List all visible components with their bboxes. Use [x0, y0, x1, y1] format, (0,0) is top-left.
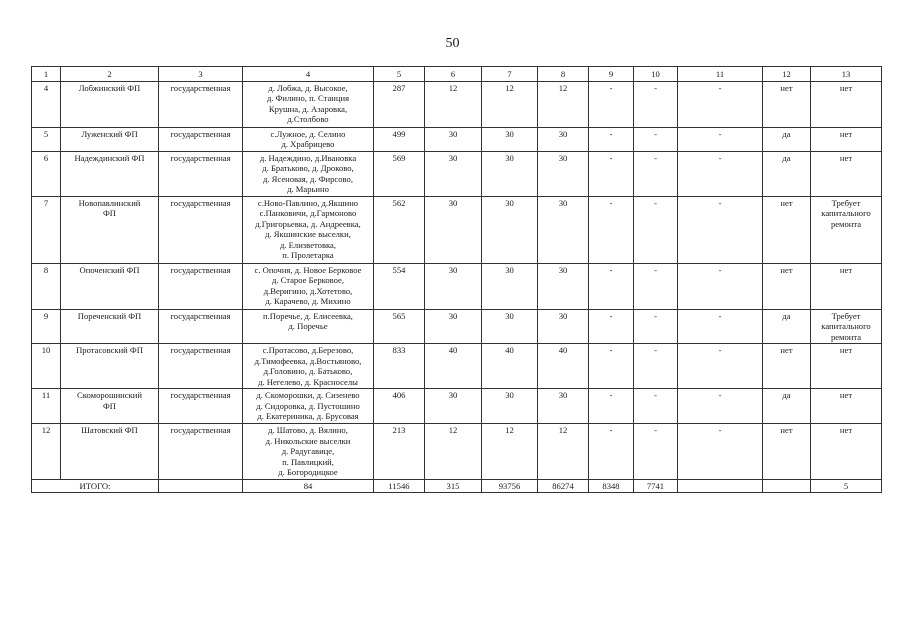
- value-cell: 12: [482, 424, 538, 479]
- status-cell: да: [763, 128, 811, 152]
- value-cell: 12: [425, 82, 482, 128]
- status-cell: да: [763, 151, 811, 196]
- row-number-cell: 12: [32, 424, 61, 479]
- table-row: [32, 389, 882, 424]
- settlements-cell: д. Шатово, д. Вялино, д. Никольские выселки д. Радугавице, п. Павлицкий, д. Богородицкое: [243, 424, 374, 479]
- ownership-cell: государственная: [159, 309, 243, 343]
- value-cell: 30: [482, 196, 538, 263]
- value-cell: -: [678, 309, 763, 343]
- row-number-cell: 11: [32, 389, 61, 424]
- facility-name-cell: Шатовский ФП: [61, 424, 159, 479]
- value-cell: -: [634, 389, 678, 424]
- condition-cell: нет: [811, 389, 882, 424]
- value-cell: -: [589, 309, 634, 343]
- facility-name-cell: Луженский ФП: [61, 128, 159, 152]
- row-number-cell: 6: [32, 151, 61, 196]
- value-cell: 30: [482, 151, 538, 196]
- value-cell: 12: [538, 82, 589, 128]
- row-number-cell: 8: [32, 263, 61, 309]
- table-row: [32, 151, 882, 196]
- value-cell: 12: [538, 424, 589, 479]
- value-cell: 833: [374, 344, 425, 389]
- settlements-cell: с.Лужное, д. Селино д. Храбрицево: [243, 128, 374, 152]
- ownership-cell: государственная: [159, 389, 243, 424]
- table-row: [32, 424, 882, 479]
- value-cell: -: [589, 128, 634, 152]
- settlements-cell: д. Надеждино, д.Ивановка д. Братьково, д. Дроково, д. Ясеновая, д. Фирсово, д. Марьино: [243, 151, 374, 196]
- status-cell: да: [763, 389, 811, 424]
- value-cell: -: [634, 151, 678, 196]
- row-number-cell: 9: [32, 309, 61, 343]
- facility-name-cell: Новопавлинский ФП: [61, 196, 159, 263]
- value-cell: -: [589, 424, 634, 479]
- header-cell: 4: [243, 67, 374, 82]
- header-cell: 8: [538, 67, 589, 82]
- condition-cell: нет: [811, 424, 882, 479]
- value-cell: 30: [425, 263, 482, 309]
- value-cell: -: [678, 424, 763, 479]
- ownership-cell: государственная: [159, 196, 243, 263]
- settlements-cell: д. Скоморошки, д. Сизенево д. Сидоровка, д. Пустошино д. Екатериника, д. Брусовая: [243, 389, 374, 424]
- value-cell: -: [678, 128, 763, 152]
- value-cell: 30: [425, 389, 482, 424]
- header-cell: 7: [482, 67, 538, 82]
- value-cell: 554: [374, 263, 425, 309]
- row-number-cell: 7: [32, 196, 61, 263]
- status-cell: да: [763, 309, 811, 343]
- total-row: [32, 479, 882, 492]
- settlements-cell: с.Протасово, д.Березово, д.Тимофеевка, д.Востьяново, д.Головино, д. Батьково, д. Негелево, д. Красноселы: [243, 344, 374, 389]
- value-cell: -: [634, 263, 678, 309]
- condition-cell: Требует капитального ремонта: [811, 309, 882, 343]
- value-cell: -: [678, 151, 763, 196]
- value-cell: 12: [482, 82, 538, 128]
- total-cell: 315: [425, 479, 482, 492]
- value-cell: -: [634, 309, 678, 343]
- facility-name-cell: Пореченский ФП: [61, 309, 159, 343]
- value-cell: -: [589, 344, 634, 389]
- facility-name-cell: Опоченский ФП: [61, 263, 159, 309]
- condition-cell: нет: [811, 128, 882, 152]
- facility-name-cell: Лобжинский ФП: [61, 82, 159, 128]
- header-cell: 6: [425, 67, 482, 82]
- value-cell: 12: [425, 424, 482, 479]
- total-cell: 84: [243, 479, 374, 492]
- value-cell: 30: [538, 151, 589, 196]
- value-cell: -: [634, 424, 678, 479]
- value-cell: -: [678, 389, 763, 424]
- header-cell: 1: [32, 67, 61, 82]
- total-cell: 11546: [374, 479, 425, 492]
- table-row: [32, 344, 882, 389]
- facility-name-cell: Протасовский ФП: [61, 344, 159, 389]
- table-row: [32, 263, 882, 309]
- facility-name-cell: Скоморошинский ФП: [61, 389, 159, 424]
- value-cell: 565: [374, 309, 425, 343]
- value-cell: 30: [538, 196, 589, 263]
- header-cell: 11: [678, 67, 763, 82]
- value-cell: 30: [425, 128, 482, 152]
- total-cell: 93756: [482, 479, 538, 492]
- value-cell: 40: [482, 344, 538, 389]
- header-cell: 13: [811, 67, 882, 82]
- header-cell: 9: [589, 67, 634, 82]
- settlements-cell: с. Опочня, д. Новое Берковое д. Старое Берковое, д.Веригино, д.Хотетово, д. Карачево, д. Михино: [243, 263, 374, 309]
- header-cell: 5: [374, 67, 425, 82]
- condition-cell: Требует капитального ремонта: [811, 196, 882, 263]
- value-cell: -: [634, 82, 678, 128]
- ownership-cell: государственная: [159, 263, 243, 309]
- total-cell: [678, 479, 763, 492]
- condition-cell: нет: [811, 82, 882, 128]
- header-cell: 2: [61, 67, 159, 82]
- total-cell: 7741: [634, 479, 678, 492]
- value-cell: 213: [374, 424, 425, 479]
- status-cell: нет: [763, 82, 811, 128]
- settlements-cell: п.Поречье, д. Елисеевка, д. Поречье: [243, 309, 374, 343]
- total-cell: 86274: [538, 479, 589, 492]
- status-cell: нет: [763, 263, 811, 309]
- row-number-cell: 10: [32, 344, 61, 389]
- value-cell: 569: [374, 151, 425, 196]
- empty-cell: [159, 479, 243, 492]
- status-cell: нет: [763, 424, 811, 479]
- value-cell: 30: [538, 263, 589, 309]
- ownership-cell: государственная: [159, 128, 243, 152]
- header-cell: 10: [634, 67, 678, 82]
- value-cell: 30: [538, 309, 589, 343]
- row-number-cell: 5: [32, 128, 61, 152]
- value-cell: 30: [538, 128, 589, 152]
- value-cell: -: [589, 82, 634, 128]
- value-cell: 406: [374, 389, 425, 424]
- header-cell: 3: [159, 67, 243, 82]
- value-cell: 30: [482, 263, 538, 309]
- ownership-cell: государственная: [159, 344, 243, 389]
- ownership-cell: государственная: [159, 82, 243, 128]
- settlements-cell: д. Лобжа, д. Высокое, д. Филино, п. Станция Крушна, д. Азаровка, д.Столбово: [243, 82, 374, 128]
- table-row: [32, 82, 882, 128]
- total-cell: 5: [811, 479, 882, 492]
- facility-name-cell: Надеждинский ФП: [61, 151, 159, 196]
- value-cell: 40: [425, 344, 482, 389]
- value-cell: -: [589, 389, 634, 424]
- settlements-cell: с.Ново-Павлино, д.Якшино с.Панковичи, д.Гармоново д.Григорьевка, д. Андреевка, д. Якшинские выселки, д. Елизветовка, п. Пролетарка: [243, 196, 374, 263]
- table-row: [32, 128, 882, 152]
- total-label-cell: ИТОГО:: [32, 479, 159, 492]
- value-cell: -: [589, 263, 634, 309]
- condition-cell: нет: [811, 263, 882, 309]
- total-cell: 8348: [589, 479, 634, 492]
- value-cell: 499: [374, 128, 425, 152]
- page-number: 50: [445, 36, 460, 51]
- header-row: [32, 67, 882, 82]
- value-cell: -: [589, 196, 634, 263]
- ownership-cell: государственная: [159, 151, 243, 196]
- status-cell: нет: [763, 344, 811, 389]
- value-cell: 562: [374, 196, 425, 263]
- data-table: [31, 66, 882, 493]
- value-cell: -: [634, 196, 678, 263]
- total-cell: [763, 479, 811, 492]
- condition-cell: нет: [811, 151, 882, 196]
- value-cell: -: [678, 344, 763, 389]
- value-cell: 30: [482, 389, 538, 424]
- value-cell: 287: [374, 82, 425, 128]
- value-cell: -: [589, 151, 634, 196]
- row-number-cell: 4: [32, 82, 61, 128]
- value-cell: 30: [425, 196, 482, 263]
- value-cell: -: [678, 263, 763, 309]
- table-row: [32, 196, 882, 263]
- value-cell: 30: [482, 309, 538, 343]
- value-cell: -: [634, 344, 678, 389]
- value-cell: 30: [425, 309, 482, 343]
- value-cell: 40: [538, 344, 589, 389]
- value-cell: -: [678, 82, 763, 128]
- value-cell: -: [634, 128, 678, 152]
- value-cell: 30: [538, 389, 589, 424]
- value-cell: 30: [425, 151, 482, 196]
- header-cell: 12: [763, 67, 811, 82]
- ownership-cell: государственная: [159, 424, 243, 479]
- status-cell: нет: [763, 196, 811, 263]
- condition-cell: нет: [811, 344, 882, 389]
- table-row: [32, 309, 882, 343]
- value-cell: -: [678, 196, 763, 263]
- value-cell: 30: [482, 128, 538, 152]
